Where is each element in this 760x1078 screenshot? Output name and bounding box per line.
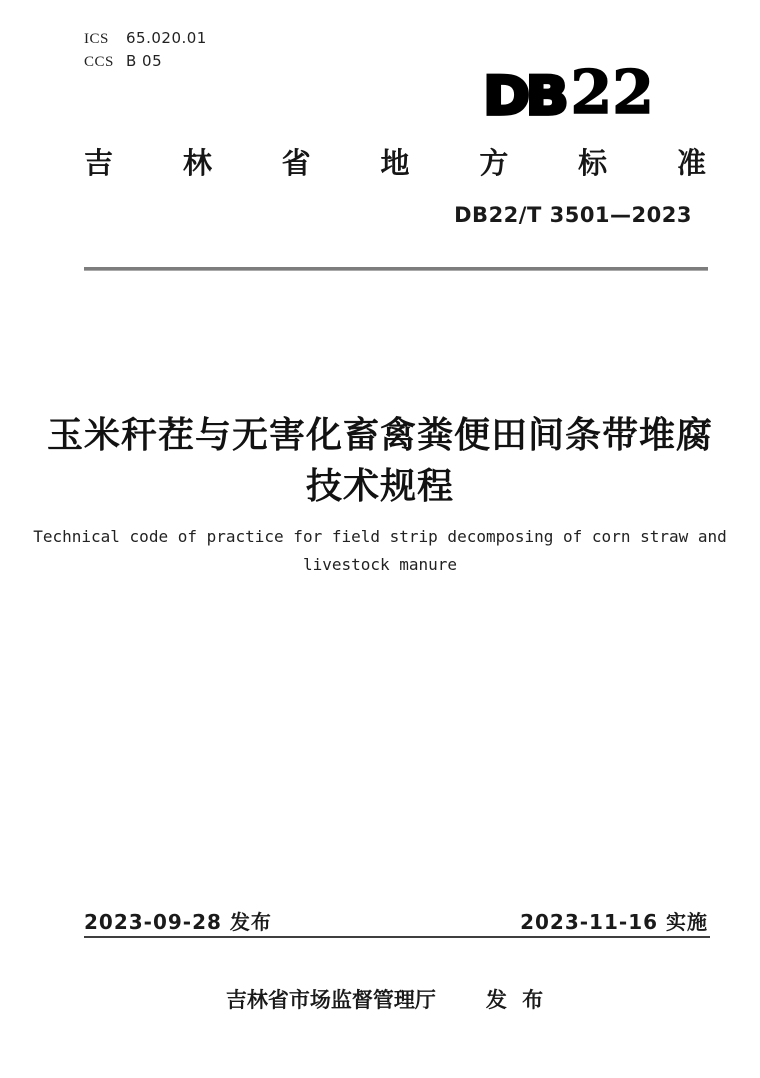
db22-logo-number: 22 xyxy=(570,58,654,128)
db22-logo xyxy=(483,58,654,128)
ics-label: ICS xyxy=(84,31,109,47)
standard-type-heading xyxy=(84,141,706,182)
classification-codes xyxy=(84,27,207,73)
header-divider-line xyxy=(84,267,708,271)
ics-code-row xyxy=(84,27,207,50)
document-subtitle-english xyxy=(0,523,760,579)
footer-divider-line xyxy=(84,936,710,938)
standard-type-char: 林 xyxy=(182,146,212,180)
document-title-line2: 技术规程 xyxy=(305,466,454,507)
standard-type-char: 地 xyxy=(380,146,410,180)
implement-date: 2023-11-16 实施 xyxy=(520,910,708,934)
ccs-label: CCS xyxy=(84,54,114,70)
standard-type-char: 省 xyxy=(281,146,311,180)
document-title xyxy=(0,410,760,512)
standard-type-char: 吉 xyxy=(84,146,114,180)
document-subtitle-line2: livestock manure xyxy=(302,555,458,574)
document-subtitle-line1: Technical code of practice for field strip decomposing of corn straw and xyxy=(33,527,727,546)
publisher-name: 吉林省市场监督管理厅 xyxy=(225,988,436,1012)
publisher-row xyxy=(13,984,760,1014)
standard-type-char: 标 xyxy=(578,146,608,180)
dates-row xyxy=(84,906,708,935)
db22-logo-db: DB xyxy=(483,65,565,127)
issue-date: 2023-09-28 发布 xyxy=(84,910,272,934)
ics-value: 65.020.01 xyxy=(126,29,207,47)
ccs-value: B 05 xyxy=(126,52,163,70)
publish-action-label: 发 布 xyxy=(485,988,548,1012)
ccs-code-row xyxy=(84,50,207,73)
standard-type-char: 方 xyxy=(479,146,509,180)
standard-type-char: 准 xyxy=(676,146,706,180)
document-title-line1: 玉米秆茬与无害化畜禽粪便田间条带堆腐 xyxy=(46,415,713,456)
standard-number: DB22/T 3501—2023 xyxy=(454,203,692,227)
